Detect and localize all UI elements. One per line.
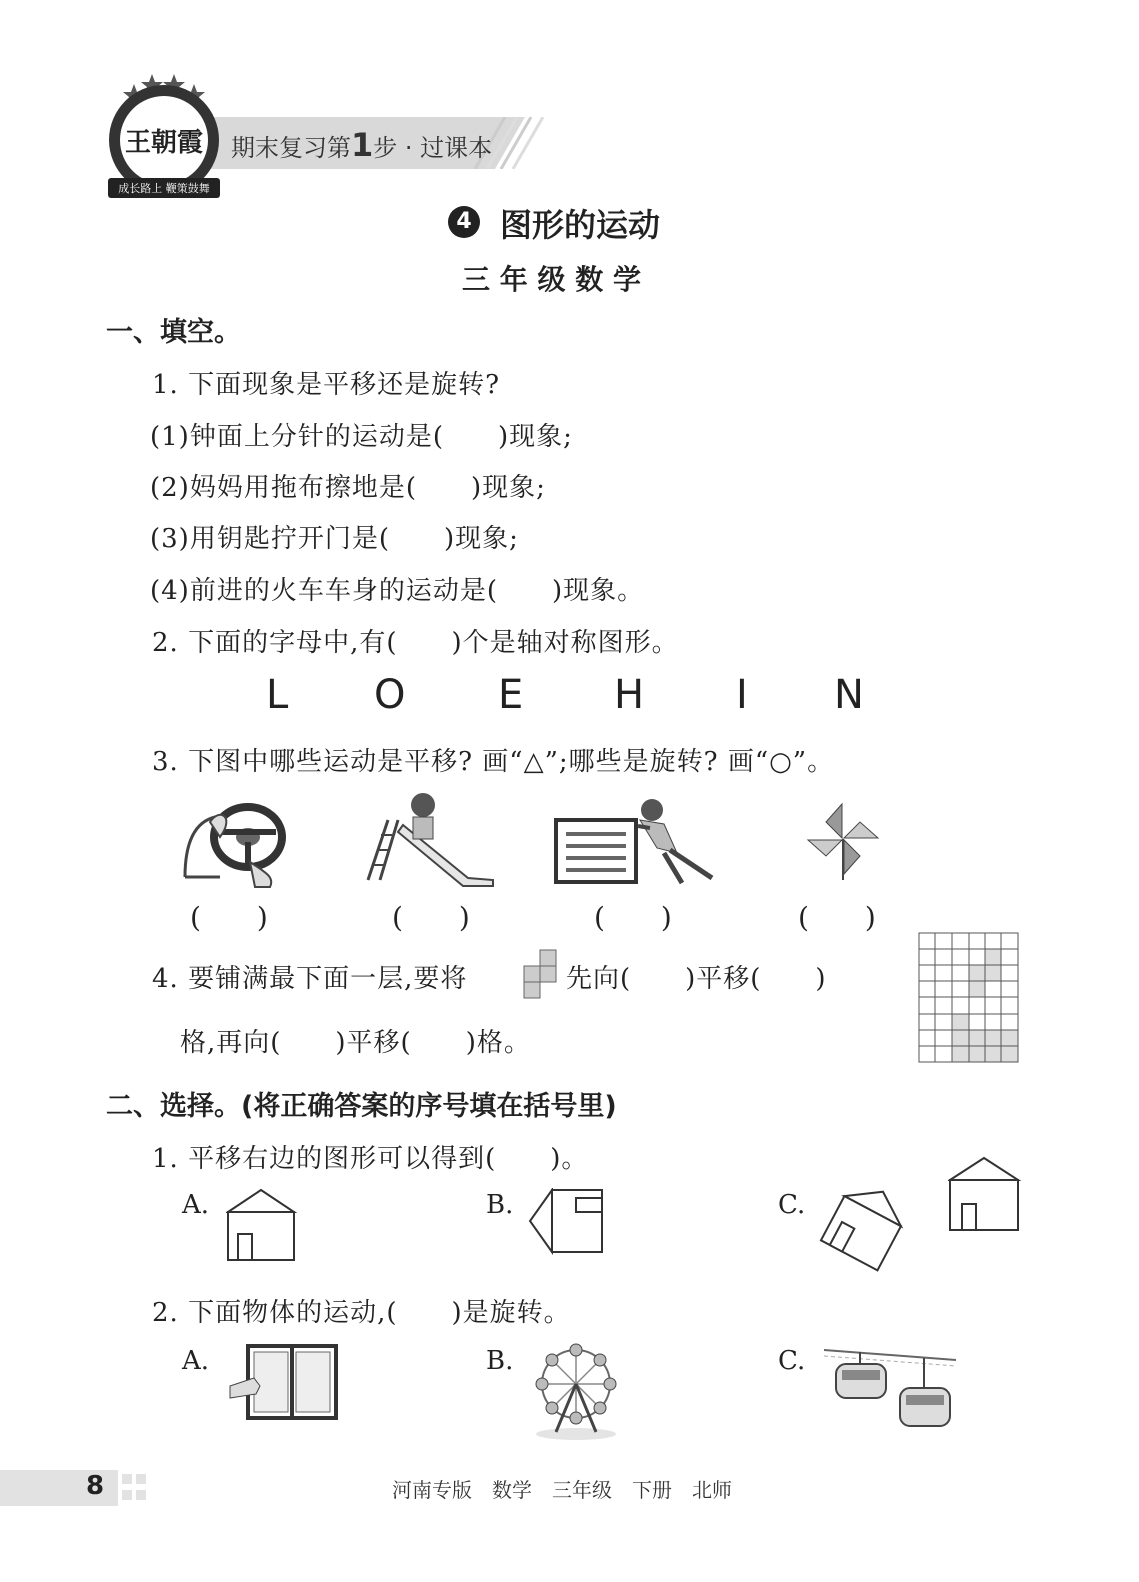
q1-item: (1)钟面上分针的运动是( )现象; (150, 422, 573, 452)
tetromino-shape (522, 948, 560, 1008)
banner-prefix: 期末复习第 (231, 134, 351, 162)
q2-letters (230, 672, 910, 722)
banner-suffix: 步 · 过课本 (373, 134, 493, 162)
section1-heading: 一、填空。 (106, 317, 241, 348)
letter: H (614, 672, 645, 718)
chapter-number-badge: 4 (448, 206, 480, 238)
q1-item: (2)妈妈用拖布擦地是( )现象; (150, 473, 546, 503)
q3-stem: 3. 下图中哪些运动是平移? 画“△”;哪些是旋转? 画“○”。 (152, 747, 835, 777)
q3-blank[interactable]: ( ) (594, 901, 672, 934)
sliding-window-picture[interactable] (228, 1342, 340, 1426)
option-label: A. (182, 1346, 210, 1376)
page-subtitle: 三 年 级 数 学 (462, 263, 641, 296)
reference-house (948, 1156, 1022, 1238)
page-number: 8 (86, 1471, 105, 1501)
footer-bar (0, 1470, 150, 1506)
q4-line2: 格,再向( )平移( )格。 (180, 1028, 531, 1058)
steering-wheel-picture (180, 792, 295, 896)
option-label: A. (182, 1190, 210, 1220)
pushing-box-picture (552, 798, 722, 892)
option-label: B. (486, 1346, 514, 1376)
letter: L (266, 672, 289, 718)
s2-q1-stem: 1. 平移右边的图形可以得到( )。 (152, 1144, 589, 1174)
q3-blank[interactable]: ( ) (392, 901, 470, 934)
option-label: C. (778, 1190, 806, 1220)
section2-heading: 二、选择。(将正确答案的序号填在括号里) (106, 1091, 617, 1122)
option-label: B. (486, 1190, 514, 1220)
house-option-b[interactable] (528, 1188, 606, 1262)
footer-info: 河南专版 数学 三年级 下册 北师 (392, 1478, 732, 1502)
logo-ribbon: 成长路上 鞭策鼓舞 (118, 182, 210, 195)
pinwheel-picture (804, 800, 884, 886)
house-option-c[interactable] (818, 1180, 914, 1280)
letter: E (498, 672, 524, 718)
publisher-logo (104, 70, 224, 200)
s2-q2-stem: 2. 下面物体的运动,( )是旋转。 (152, 1298, 571, 1328)
q3-blank[interactable]: ( ) (798, 901, 876, 934)
letter: I (736, 672, 748, 718)
q2-stem: 2. 下面的字母中,有( )个是轴对称图形。 (152, 628, 679, 658)
q1-stem: 1. 下面现象是平移还是旋转? (152, 370, 501, 400)
slide-picture (358, 790, 498, 894)
footer-decoration (0, 1470, 150, 1506)
q3-blank[interactable]: ( ) (190, 901, 268, 934)
q4-line1b: 先向( )平移( ) (566, 964, 827, 994)
q1-item: (4)前进的火车车身的运动是( )现象。 (150, 576, 645, 606)
tiling-grid (918, 932, 1020, 1068)
banner-step: 1 (351, 126, 374, 164)
letter: O (374, 672, 406, 718)
house-option-a[interactable] (226, 1188, 298, 1268)
q1-item: (3)用钥匙拧开门是( )现象; (150, 524, 519, 554)
cable-car-picture[interactable] (822, 1340, 958, 1440)
header-banner (195, 117, 550, 169)
letter: N (834, 672, 864, 718)
logo-text: 王朝霞 (124, 128, 203, 158)
chapter-title-text: 图形的运动 (500, 206, 661, 244)
option-label: C. (778, 1346, 806, 1376)
q4-line1a: 4. 要铺满最下面一层,要将 (152, 964, 468, 994)
ferris-wheel-picture[interactable] (530, 1342, 622, 1446)
